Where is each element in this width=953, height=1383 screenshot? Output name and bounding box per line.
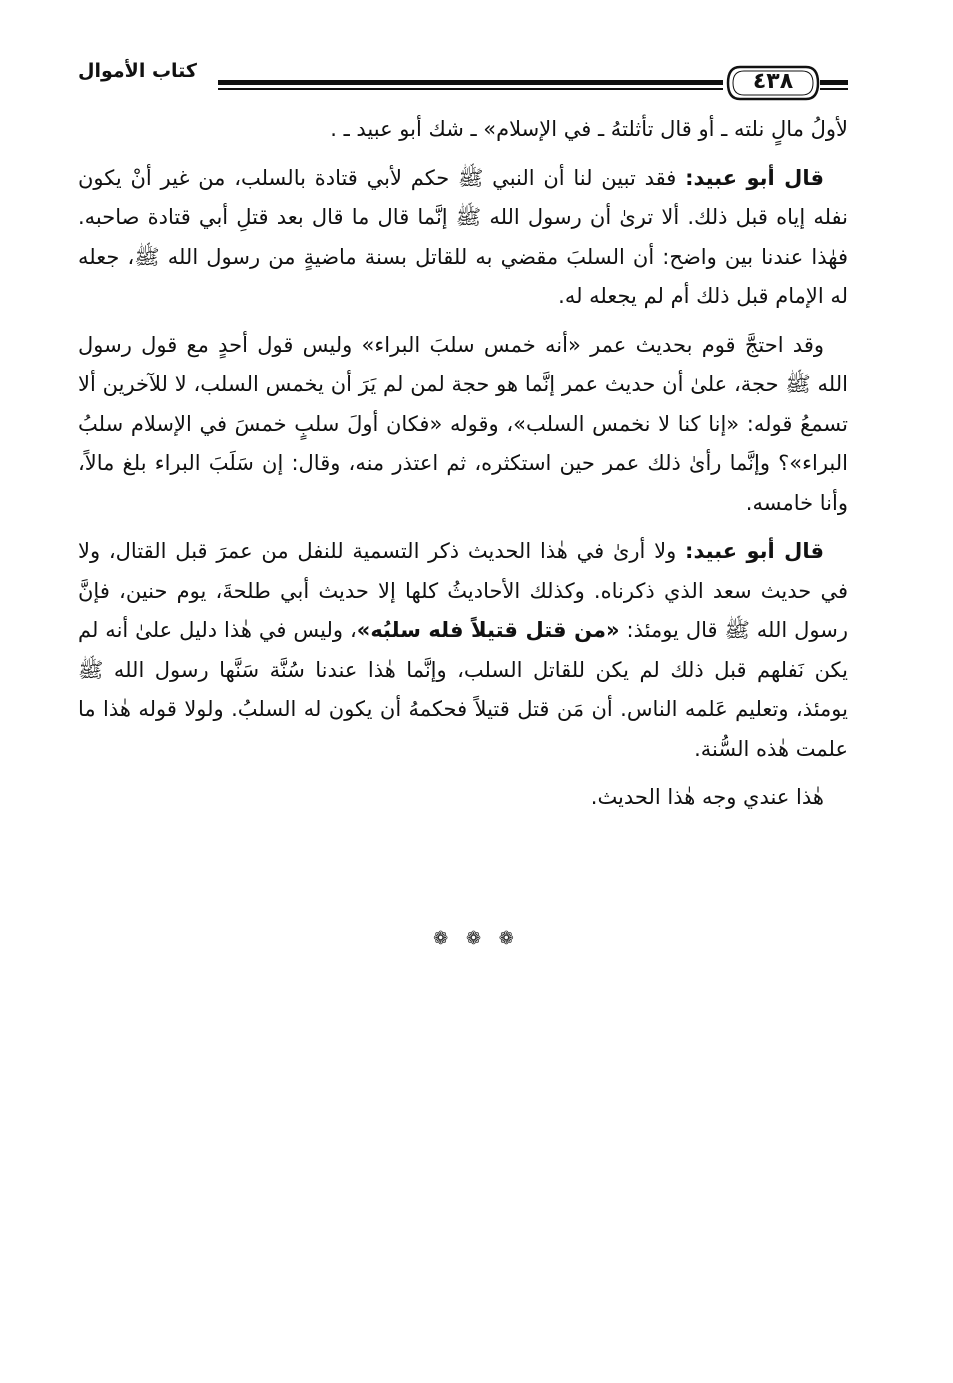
page-header [78, 58, 848, 102]
page-number: ٤٣٨ [752, 69, 794, 94]
paragraph-5 [78, 778, 848, 818]
hadith-quote: «من قتل قتيلاً فله سلبُه» [356, 618, 620, 642]
paragraph-text: لأولُ مالٍ نلته ـ أو قال تأثلتهُ ـ في الإسلام» ـ شك أبو عبيد ـ . [330, 117, 848, 141]
header-rule-thin [218, 88, 723, 90]
paragraph-text: فقد تبين لنا أن النبي ﷺ حكم لأبي قتادة بالسلب، من غير أنْ يكون نفله إياه قبل ذلك. ألا ترىٰ أن رسول الله ﷺ إنَّما قال ما قال بعد قتلِ أبي قتادة صاحبه. فهٰذا عندنا بين واضح: أن السلبَ مقضي به للقاتل بسنة ماضيةٍ من رسول الله ﷺ، جعله له الإمام قبل ذلك أم لم يجعله له. [78, 165, 848, 308]
page-number-frame [726, 64, 820, 102]
paragraph-text: هٰذا عندي وجه هٰذا الحديث. [590, 785, 824, 809]
paragraph-2 [78, 159, 848, 317]
book-title: كتاب الأموال [78, 60, 197, 82]
paragraph-text: ، وليس في هٰذا دليل علىٰ أنه لم يكن نَفلهم قبل ذلك لم يكن للقاتل السلب، وإنَّما هٰذا عندنا سُنَّة سَنَّها رسول الله ﷺ يومئذ، وتعليم عَلمه الناس. أن مَن قتل قتيلاً فحكمهُ أن يكون له السلبُ. ولولا قوله هٰذا ما علمت هٰذه السُّنة. [78, 618, 848, 761]
section-end-ornament: ❁ ❁ ❁ [433, 928, 520, 949]
speaker-label: قال أبو عبيد: [685, 165, 825, 190]
speaker-label: قال أبو عبيد: [685, 539, 824, 563]
paragraph-text: وقد احتجَّ قوم بحديث عمر «أنه خمس سلبَ البراء» وليس قول أحدٍ مع قول رسول الله ﷺ حجة، علىٰ أن حديث عمر إنَّما هو حجة لمن لم يَرَ أن يخمس السلب، لا للآخرين ألا تسمعُ قوله: «إنا كنا لا نخمس السلب»، وقوله «فكان أولَ سلبٍ خمسَ في الإسلام سلبُ البراء»؟ وإنَّما رأىٰ ذلك عمر حين استكثره، ثم اعتذر منه، وقال: إن سَلَبَ البراء بلغ مالاً، وأنا خامسه. [78, 332, 848, 515]
header-rule-right-thin [820, 88, 848, 90]
paragraph-3 [78, 326, 848, 524]
page-body [78, 110, 848, 818]
paragraph-1 [78, 110, 848, 150]
paragraph-text: ولا أرىٰ في هٰذا الحديث ذكر التسمية للنفل من عمرَ قبل القتال، ولا في حديث سعد الذي ذكرناه. وكذلك الأحاديثُ كلها إلا حديث أبي طلحةَ، يوم حنين، فإنَّ رسول الله ﷺ قال يومئذ: [78, 539, 848, 642]
header-rule [218, 80, 723, 85]
header-rule-right [820, 80, 848, 85]
paragraph-4 [78, 532, 848, 769]
